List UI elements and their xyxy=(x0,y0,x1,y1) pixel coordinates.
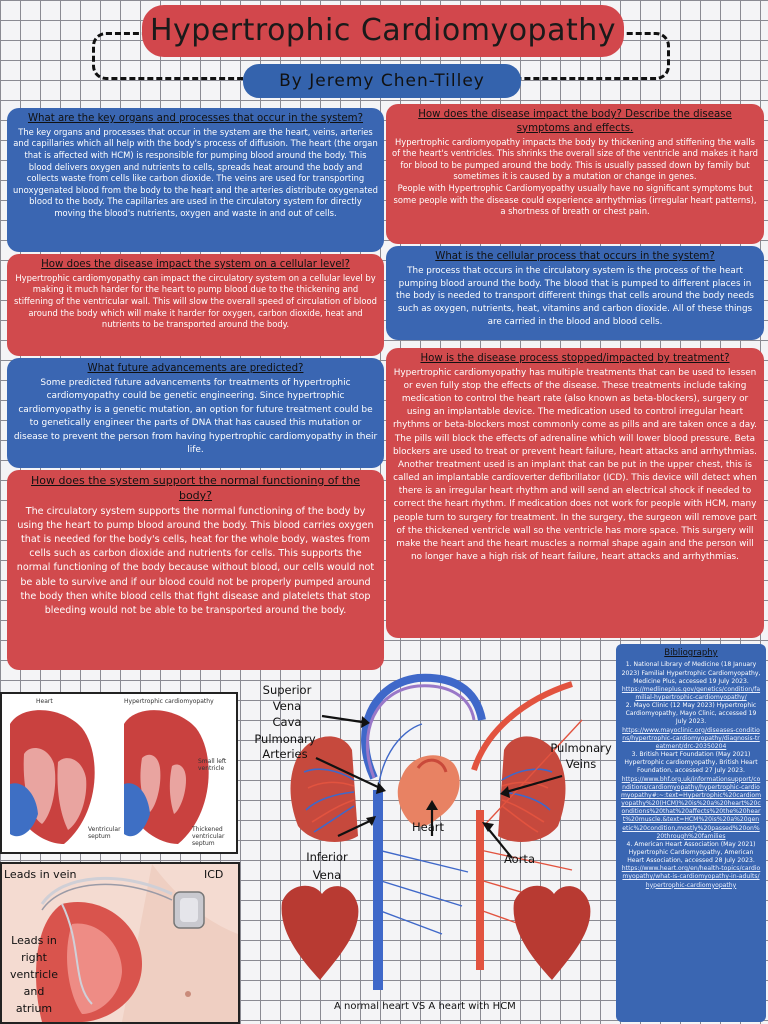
bibliography-entry xyxy=(621,661,761,702)
cellular-process-body: The process that occurs in the circulatory system is the process of the heart pumping blood around the body. The blood that is pumped to different places in the body is needed to transport different things that cells around the body needs such as oxygen, nutrients, heat, vitamins and carbon dioxide. All of these things are carried in the blood and blood cells. xyxy=(396,265,754,327)
symptoms-body-1: Hypertrophic cardiomyopathy impacts the body by thickening and stiffening the walls of the heart's ventricles. This shrinks the overall size of the ventricle and makes it hard for blood to be pumped around the body. This is usually passed down by family but sometimes it is caused by a mutation or change in genes. xyxy=(392,136,758,182)
heart-comparison-caption: A normal heart VS A heart with HCM xyxy=(334,1001,516,1012)
key-organs-heading: What are the key organs and processes that occur in the system? xyxy=(27,113,364,124)
cellular-impact-section xyxy=(7,254,384,356)
bibliography-link[interactable]: https://www.mayoclinic.org/diseases-conditions/hypertrophic-cardiomyopathy/diagnosis-treatment/drc-20350204 xyxy=(622,726,760,750)
leads-right-ventricle-label: Leads in right ventricle and atrium xyxy=(9,934,58,1016)
treatment-heading: How is the disease process stopped/impacted by treatment? xyxy=(420,353,730,364)
ventricular-septum-label: Ventricular septum xyxy=(88,826,121,840)
key-organs-section xyxy=(7,108,384,252)
future-advancements-body: Some predicted future advancements for treatments of hypertrophic cardiomyopathy could be genetic engineering. Since hypertrophic cardiomyopathy is a genetic mutation, an option for future treatment could be to genetically engineer the parts of DNA that has caused this mutation or disease to prevent the person from having hypertrophic cardiomyopathy in their life. xyxy=(13,377,378,456)
bibliography-link[interactable]: https://www.bhf.org.uk/informationsupport/conditions/cardiomyopathy/hypertrophic-cardiomyopathy#:~:text=Hypertrophic%20cardiomyopathy%20(HCM)%20is%20a%20heart%20conditions%20that%20affects%20the%20heart%20muscle.&text=HCM%20is%20a%20genetic%20condition,mostly%20passed%20on%20through%20families xyxy=(621,775,762,840)
bibliography-link[interactable]: https://www.heart.org/en/health-topics/cardiomyopathy/what-is-cardiomyopathy-in-adults/hypertrophic-cardiomyopathy xyxy=(621,865,761,889)
treatment-body: Hypertrophic cardiomyopathy has multiple treatments that can be used to lessen or even fully stop the effects of the disease. These treatments include taking medication to control the heart rate (also known as beta-blockers), surgery or using an implantable device. The medication used to control irregular heart rhythms or beta-blockers most commonly come as pills and are taken once a day. The pills will block the effects of adrenaline which will lower blood pressure. Beta blockers are used to treat or prevent heart failure, heart attacks and arrhythmias. Another treatment used is an implant that can be put in the upper chest, this is called an implantable cardioverter defibrillator (ICD). This device will detect when there is an irregular heart rhythm and will send an electrical shock if needed to correct the heart rhythm. If medication does not work for people with HCM, many people turn to surgery for treatment. In the surgery, the surgeon will remove part of the thickened ventricle wall so the ventricle has more space. This surgery will make the heart and the heart muscles a normal shape again and the person will no longer have a high risk of heart failure, heart attacks and arrhythmias. xyxy=(393,367,757,563)
system-support-body: The circulatory system supports the normal functioning of the body by using the heart to pump blood around the body. This blood carries oxygen that is needed for the body's cells, heat for the whole body, wastes from cells such as carbon dioxide and nutrients for cells. This supports the normal functioning of the body because without blood, our cells would not be able to survive and if our blood could not be properly pumped around the body then white blood cells that fight disease and platelets that stop bleeding would not be able to be transported around the body. xyxy=(16,505,375,616)
future-advancements-heading: What future advancements are predicted? xyxy=(87,363,304,374)
superior-vena-cava-label: Superior Vena Cava xyxy=(262,683,312,730)
bibliography-entry-text: 4. American Heart Association (May 2021) Hypertrophic Cardiomyopathy, American Heart Association, accessed 28 July 2023. xyxy=(626,840,756,865)
system-support-heading: How does the system support the normal functioning of the body? xyxy=(31,474,360,502)
author-byline: By Jeremy Chen-Tilley xyxy=(243,64,521,98)
bibliography-entry-text: 2. Mayo Clinic (12 May 2023) Hypertrophic Cardiomyopathy, Mayo Clinic, accessed 19 July 2023. xyxy=(625,702,757,726)
thickened-septum-label: Thickened ventricular septum xyxy=(192,826,225,847)
key-organs-body: The key organs and processes that occur in the system are the heart, veins, arteries and capillaries which all help with the body's process of diffusion. The heart (the organ that is affected with HCM) is responsible for pumping blood around the body. This blood delivers oxygen and nutrients to cells, spreads heat around the body and collects waste from cells like carbon dioxide. The veins are used for transporting unoxygenated blood from the body to the heart and the arteries distribute oxygenated blood to the body. The capillaries are used in the circulatory system for directly moving the blood's nutrients, oxygen and waste in and out of cells. xyxy=(13,126,378,218)
bibliography-section xyxy=(616,644,766,1022)
hcm-comparison-image xyxy=(0,692,238,854)
normal-heart-label: Heart xyxy=(36,698,53,705)
aorta-label: Aorta xyxy=(504,852,535,866)
leads-in-vein-label: Leads in vein xyxy=(4,868,77,881)
symptoms-heading: How does the disease impact the body? Describe the disease symptoms and effects. xyxy=(418,109,732,134)
future-advancements-section xyxy=(7,358,384,468)
bibliography-entry xyxy=(621,751,761,841)
system-support-section xyxy=(7,470,384,670)
symptoms-body-2: People with Hypertrophic Cardiomyopathy usually have no significant symptoms but some people with the disease could experience arrhythmias (irregular heart patterns), a shortness of breath or chest pain. xyxy=(393,182,757,217)
bibliography-entry xyxy=(621,841,761,890)
small-left-ventricle-label: Small left ventricle xyxy=(198,758,227,772)
cellular-impact-heading: How does the disease impact the system on a cellular level? xyxy=(41,259,350,270)
bibliography-heading: Bibliography xyxy=(664,648,718,658)
pulmonary-veins-label: Pulmonary Veins xyxy=(550,741,612,772)
pulmonary-arteries-label: Pulmonary Arteries xyxy=(254,732,316,761)
cellular-process-section xyxy=(386,246,764,340)
bibliography-entry-text: 3. British Heart Foundation (May 2021) Hypertrophic cardiomyopathy, British Heart Foundation, accessed 27 July 2023. xyxy=(624,751,758,775)
hcm-heart-label: Hypertrophic cardiomyopathy xyxy=(124,698,214,705)
symptoms-section xyxy=(386,104,764,244)
bibliography-entry xyxy=(621,702,761,751)
page-title: Hypertrophic Cardiomyopathy xyxy=(142,5,624,57)
icd-image xyxy=(0,862,240,1024)
cellular-impact-body: Hypertrophic cardiomyopathy can impact the circulatory system on a cellular level by making it much harder for the heart to pump blood due to the thickening and stiffening of the ventricular wall. This will slow the overall speed of circulation of blood around the body which will make it harder for oxygen, carbon dioxide, heat and nutrients to be transported around the body. xyxy=(14,272,377,330)
heart-label: Heart xyxy=(412,820,445,834)
bibliography-entry-text: 1. National Library of Medicine (18 January 2023) Familial Hypertrophic Cardiomyopathy, Medicine Plus, accessed 19 July 2023. xyxy=(621,661,761,685)
cellular-process-heading: What is the cellular process that occurs in the system? xyxy=(435,251,715,262)
inferior-vena-label: Inferior Vena xyxy=(306,850,348,883)
circulation-diagram xyxy=(242,660,614,1022)
icd-label: ICD xyxy=(204,868,224,881)
bibliography-link[interactable]: https://medlineplus.gov/genetics/condition/familial-hypertrophic-cardiomyopathy/ xyxy=(621,685,761,701)
treatment-section xyxy=(386,348,764,638)
